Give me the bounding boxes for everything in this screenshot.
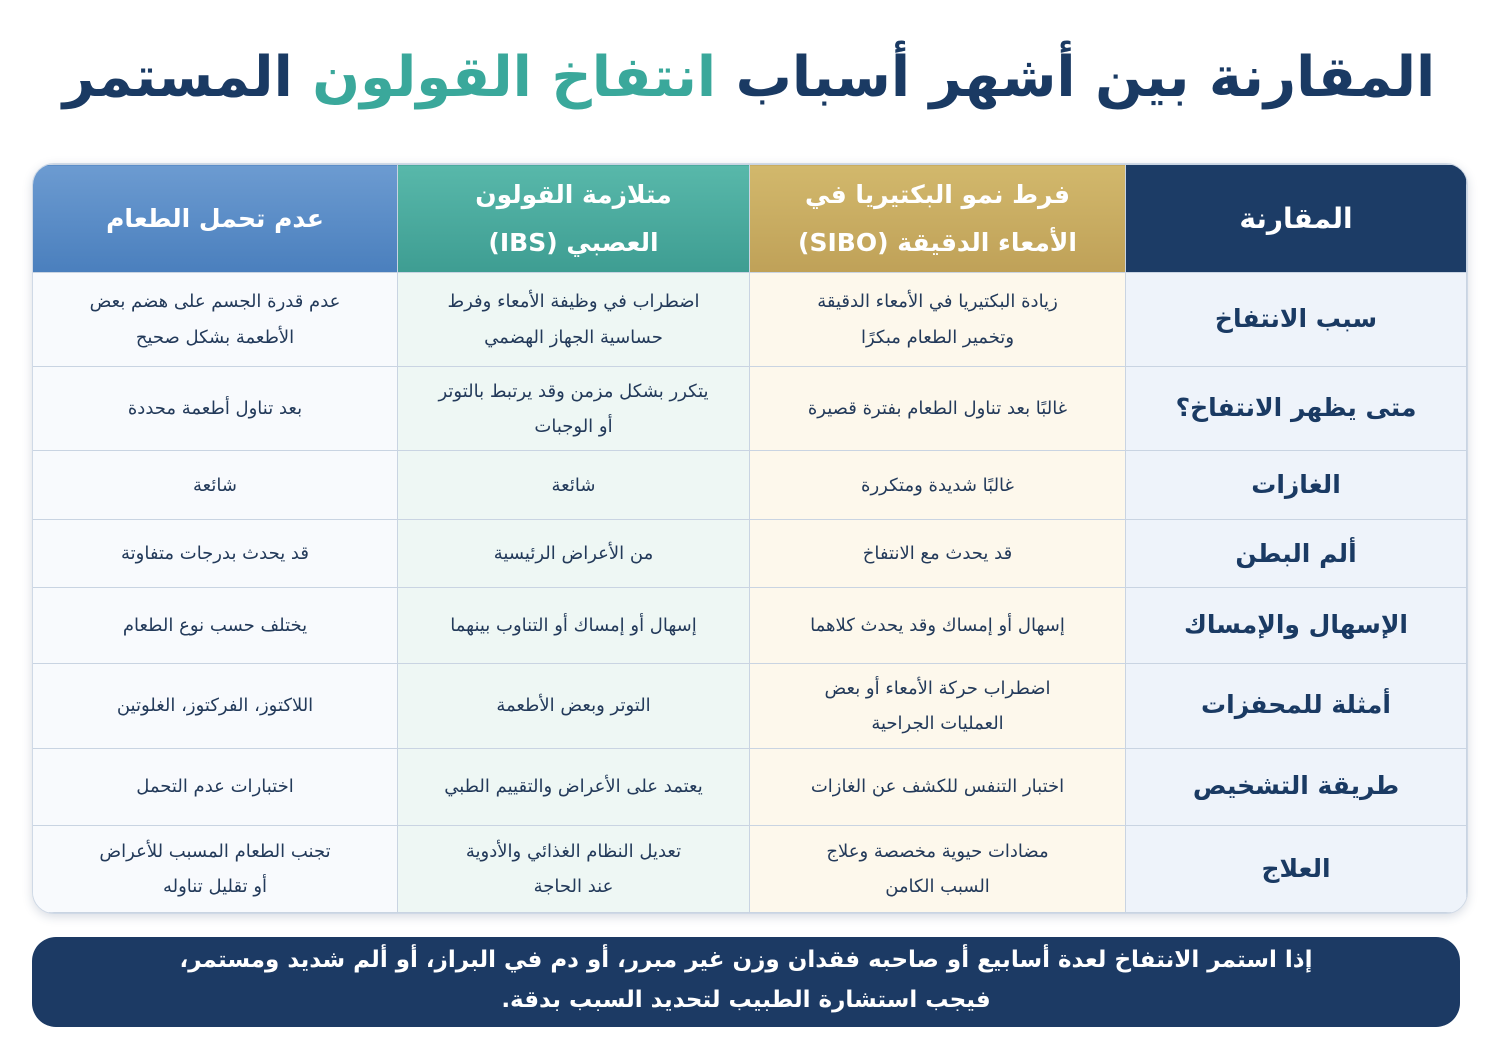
cell-sibo: قد يحدث مع الانتفاخ bbox=[750, 520, 1126, 588]
header-ibs-line-1: متلازمة القولون bbox=[475, 180, 672, 209]
cell-line: عدم قدرة الجسم على هضم بعض bbox=[89, 291, 341, 313]
cell-food: قد يحدث بدرجات متفاوتة bbox=[33, 520, 398, 588]
cell-line: الأطعمة بشكل صحيح bbox=[135, 326, 295, 348]
cell-line: وتخمير الطعام مبكرًا bbox=[860, 326, 1015, 348]
row-label: طريقة التشخيص bbox=[1126, 748, 1467, 825]
cell-line: أو الوجبات bbox=[534, 415, 613, 437]
warning-note-line-1: إذا استمر الانتفاخ لعدة أسابيع أو صاحبه فقدان وزن غير مبرر، أو دم في البراز، أو ألم شديد ومستمر، bbox=[179, 947, 1313, 973]
cell-line: تعديل النظام الغذائي والأدوية bbox=[465, 840, 682, 862]
warning-note bbox=[32, 937, 1460, 1027]
page-title bbox=[0, 44, 1498, 111]
table-row bbox=[33, 663, 1467, 748]
cell-food: يختلف حسب نوع الطعام bbox=[33, 588, 398, 663]
table-row bbox=[33, 825, 1467, 912]
row-label: الإسهال والإمساك bbox=[1126, 588, 1467, 663]
table-row bbox=[33, 273, 1467, 367]
cell-food bbox=[33, 825, 398, 912]
table-row bbox=[33, 748, 1467, 825]
cell-sibo bbox=[750, 273, 1126, 367]
row-label: الغازات bbox=[1126, 451, 1467, 520]
header-sibo bbox=[750, 165, 1126, 273]
cell-ibs: من الأعراض الرئيسية bbox=[398, 520, 750, 588]
cell-food: شائعة bbox=[33, 451, 398, 520]
row-label: أمثلة للمحفزات bbox=[1126, 663, 1467, 748]
cell-ibs: يعتمد على الأعراض والتقييم الطبي bbox=[398, 748, 750, 825]
table-header-row bbox=[33, 165, 1467, 273]
cell-sibo: إسهال أو إمساك وقد يحدث كلاهما bbox=[750, 588, 1126, 663]
header-ibs-line-2: العصبي (IBS) bbox=[488, 227, 659, 257]
cell-line: يتكرر بشكل مزمن وقد يرتبط بالتوتر bbox=[438, 380, 709, 402]
cell-ibs: إسهال أو إمساك أو التناوب بينهما bbox=[398, 588, 750, 663]
row-label: سبب الانتفاخ bbox=[1126, 273, 1467, 367]
cell-line: بعد تناول أطعمة محددة bbox=[127, 398, 303, 420]
header-food-intolerance: عدم تحمل الطعام bbox=[33, 165, 398, 273]
cell-food bbox=[33, 367, 398, 451]
title-accent: انتفاخ القولون bbox=[312, 45, 717, 110]
table-row bbox=[33, 451, 1467, 520]
cell-food: اللاكتوز، الفركتوز، الغلوتين bbox=[33, 663, 398, 748]
row-label: العلاج bbox=[1126, 825, 1467, 912]
cell-sibo: غالبًا شديدة ومتكررة bbox=[750, 451, 1126, 520]
cell-ibs bbox=[398, 367, 750, 451]
header-ibs bbox=[398, 165, 750, 273]
header-sibo-line-1: فرط نمو البكتيريا في bbox=[805, 180, 1070, 209]
comparison-table bbox=[32, 163, 1468, 914]
cell-line: العمليات الجراحية bbox=[871, 712, 1004, 734]
cell-ibs: التوتر وبعض الأطعمة bbox=[398, 663, 750, 748]
table-row bbox=[33, 588, 1467, 663]
cell-sibo bbox=[750, 367, 1126, 451]
cell-line: اضطراب في وظيفة الأمعاء وفرط bbox=[447, 291, 700, 313]
cell-line: أو تقليل تناوله bbox=[162, 875, 268, 897]
cell-food bbox=[33, 273, 398, 367]
row-label: ألم البطن bbox=[1126, 520, 1467, 588]
title-part-1: المقارنة بين أشهر أسباب bbox=[735, 45, 1436, 110]
cell-line: عند الحاجة bbox=[533, 875, 614, 897]
table-row bbox=[33, 520, 1467, 588]
cell-sibo bbox=[750, 825, 1126, 912]
warning-note-line-2: فيجب استشارة الطبيب لتحديد السبب بدقة. bbox=[501, 987, 991, 1014]
cell-food: اختبارات عدم التحمل bbox=[33, 748, 398, 825]
cell-ibs: شائعة bbox=[398, 451, 750, 520]
table-row bbox=[33, 367, 1467, 451]
cell-line: حساسية الجهاز الهضمي bbox=[484, 326, 663, 348]
row-label: متى يظهر الانتفاخ؟ bbox=[1126, 367, 1467, 451]
cell-sibo: اختبار التنفس للكشف عن الغازات bbox=[750, 748, 1126, 825]
title-part-2: المستمر bbox=[62, 45, 293, 110]
header-sibo-line-2: الأمعاء الدقيقة (SIBO) bbox=[798, 227, 1077, 257]
cell-ibs bbox=[398, 273, 750, 367]
cell-line: تجنب الطعام المسبب للأعراض bbox=[99, 840, 331, 862]
cell-ibs bbox=[398, 825, 750, 912]
cell-line: مضادات حيوية مخصصة وعلاج bbox=[826, 840, 1049, 862]
header-comparison: المقارنة bbox=[1126, 165, 1467, 273]
cell-line: زيادة البكتيريا في الأمعاء الدقيقة bbox=[817, 291, 1058, 313]
cell-line: غالبًا بعد تناول الطعام بفترة قصيرة bbox=[807, 398, 1068, 420]
cell-line: اضطراب حركة الأمعاء أو بعض bbox=[824, 677, 1051, 699]
cell-sibo bbox=[750, 663, 1126, 748]
cell-line: السبب الكامن bbox=[885, 875, 990, 897]
